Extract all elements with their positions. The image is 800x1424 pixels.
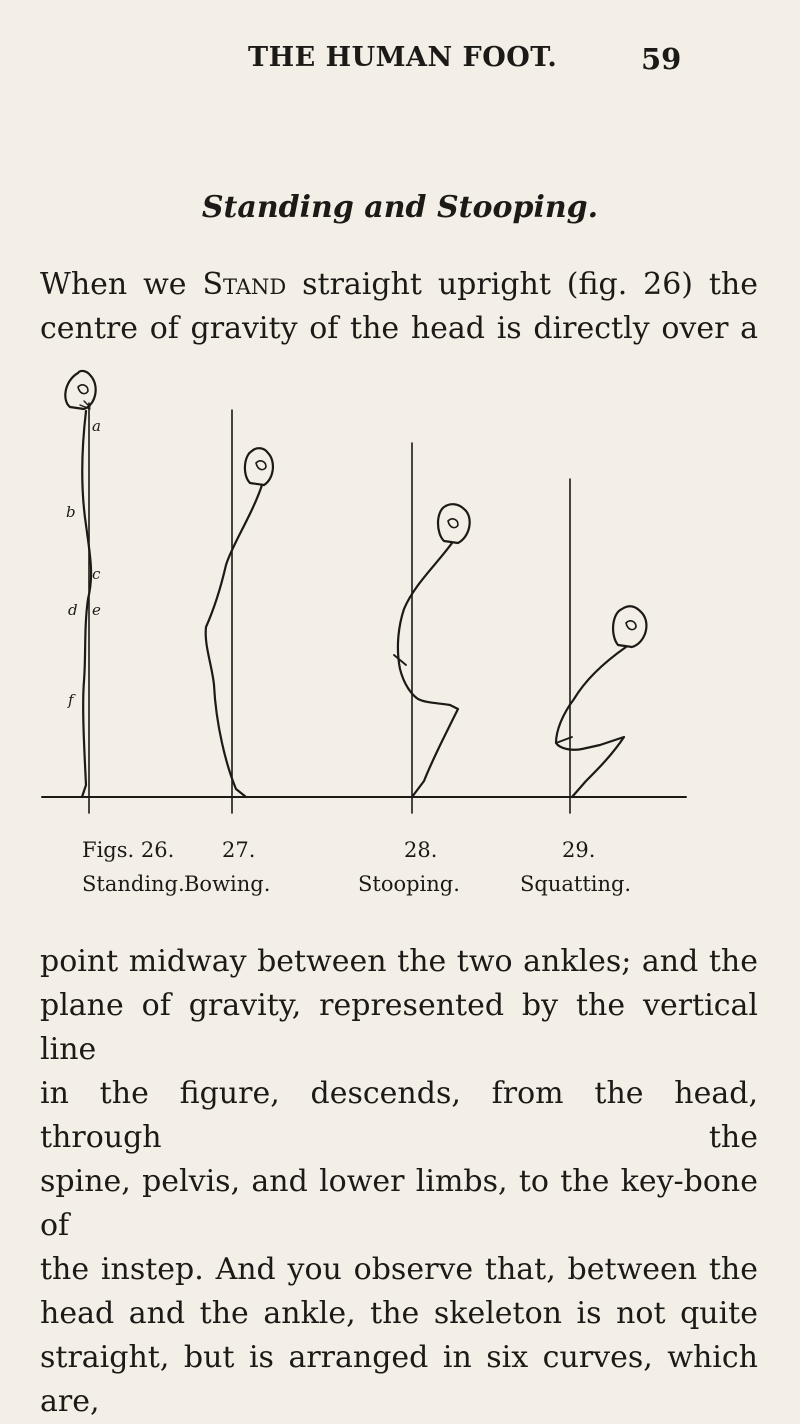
figure-label-row	[0, 872, 800, 906]
posture-figure	[0, 365, 800, 835]
paragraph-intro	[40, 263, 758, 351]
page-header	[0, 42, 800, 82]
paragraph-line: straight, but is arranged in six curves, which are,	[40, 1340, 758, 1419]
paragraph-line: plane of gravity, represented by the vertical line	[40, 988, 758, 1067]
figure-number-row	[0, 838, 800, 872]
page-number: 59	[641, 42, 682, 76]
figure-29-squatting-skeleton	[556, 479, 646, 797]
paragraph-line: the instep. And you observe that, between the	[40, 1252, 758, 1287]
curve-letter-a: a	[92, 417, 101, 435]
figure-label: Squatting.	[520, 872, 632, 896]
curve-letter-c: c	[92, 565, 101, 583]
paragraph-body	[40, 940, 758, 1419]
figure-number: 28.	[404, 838, 438, 862]
paragraph-line: centre of gravity of the head is directly over a	[40, 311, 758, 346]
figure-label: Standing.	[82, 872, 185, 896]
curve-letter-e: e	[92, 601, 101, 619]
figure-28-stooping-skeleton	[394, 443, 470, 797]
curve-letter-b: b	[66, 503, 76, 521]
figure-number: 29.	[562, 838, 596, 862]
curve-letter-f: f	[68, 691, 74, 709]
figure-27-bowing-skeleton	[206, 410, 273, 797]
paragraph-line: in the figure, descends, from the head, through the	[40, 1076, 758, 1155]
figure-number: 27.	[222, 838, 256, 862]
figure-label: Bowing.	[184, 872, 271, 896]
section-title: Standing and Stooping.	[201, 190, 599, 225]
small-caps-word: Stand	[202, 267, 287, 302]
curve-letter-d: d	[68, 601, 78, 619]
paragraph-line: When we Stand straight upright (fig. 26) the	[40, 267, 758, 302]
paragraph-line: point midway between the two ankles; and the	[40, 944, 758, 979]
paragraph-line: spine, pelvis, and lower limbs, to the key-bone of	[40, 1164, 758, 1243]
running-title: THE HUMAN FOOT.	[248, 42, 558, 73]
paragraph-line: head and the ankle, the skeleton is not quite	[40, 1296, 758, 1331]
figure-label: Stooping.	[358, 872, 460, 896]
figure-number: Figs. 26.	[82, 838, 175, 862]
